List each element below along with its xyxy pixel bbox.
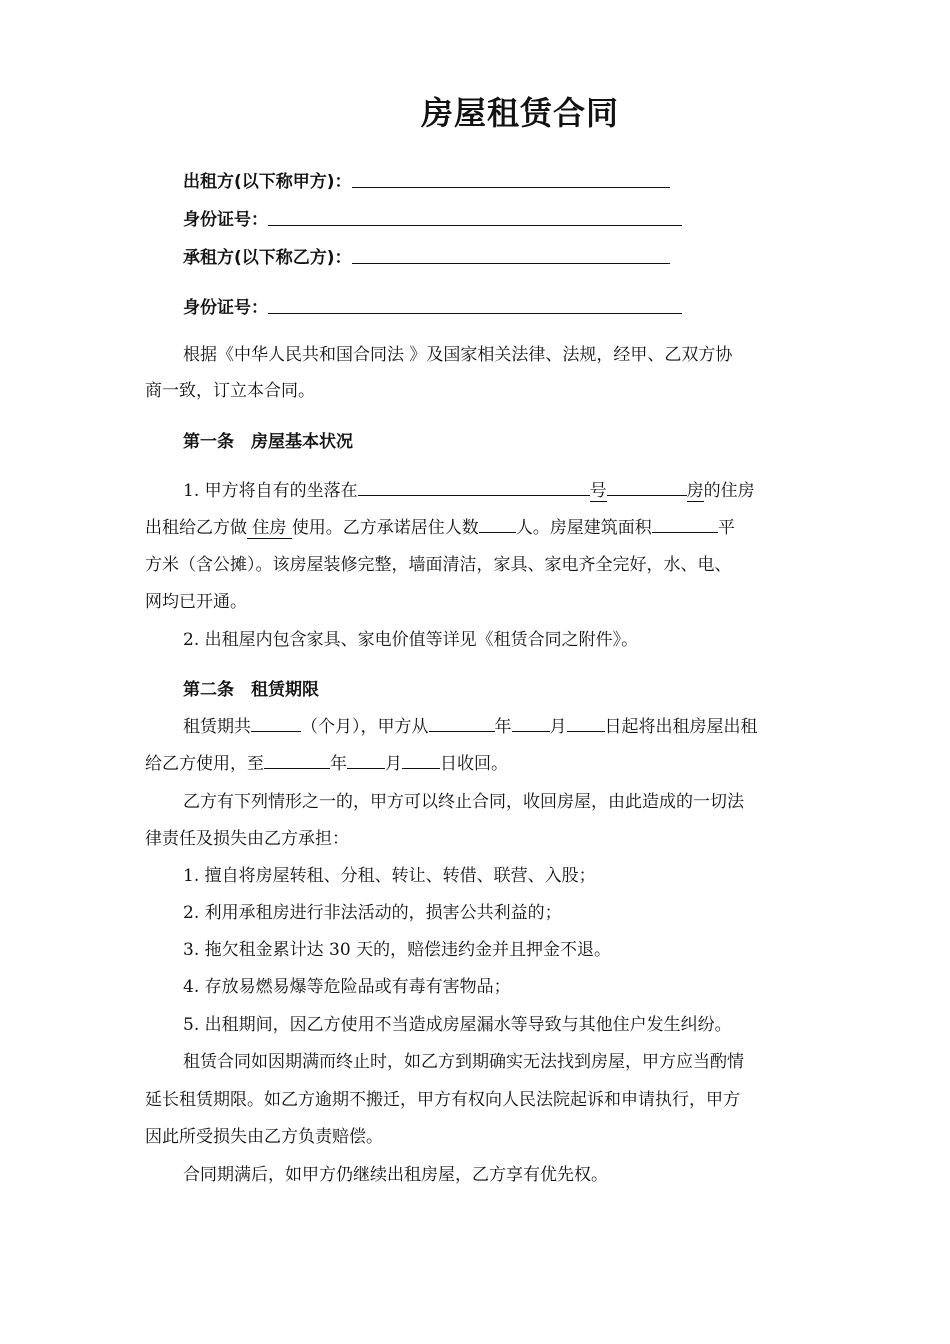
lessor-id-field	[183, 200, 682, 230]
room-label: 房	[686, 481, 704, 501]
text-segment: 年	[330, 754, 347, 774]
text-segment: 出租给乙方做	[145, 518, 247, 538]
lessee-blank[interactable]	[352, 262, 670, 264]
text-segment: 日起将出租房屋出租	[604, 717, 758, 737]
expiry-line-3: 因此所受损失由乙方负责赔偿。	[145, 1127, 383, 1147]
termination-item: 5. 出租期间，因乙方使用不当造成房屋漏水等导致与其他住户发生纠纷。	[183, 1015, 732, 1035]
area-blank[interactable]	[652, 512, 718, 533]
termination-item: 3. 拖欠租金累计达 30 天的，赔偿违约金并且押金不退。	[183, 940, 612, 960]
occupants-blank[interactable]	[479, 512, 516, 533]
lessor-id-blank[interactable]	[268, 224, 682, 226]
article1-line-4: 网均已开通。	[145, 592, 247, 612]
start-day-blank[interactable]	[567, 711, 605, 732]
address-blank[interactable]	[358, 475, 590, 496]
termination-line-2: 律责任及损失由乙方承担：	[145, 829, 349, 849]
lessee-field	[183, 238, 670, 268]
article1-line-3: 方米（含公摊）。该房屋装修完整，墙面清洁，家具、家电齐全完好，水、电、	[145, 555, 732, 575]
text-segment: 月	[385, 754, 402, 774]
expiry-line-2: 延长租赁期限。如乙方逾期不搬迁，甲方有权向人民法院起诉和申请执行，甲方	[145, 1090, 740, 1110]
room-blank[interactable]	[607, 475, 687, 496]
text-segment: 年	[494, 717, 512, 737]
termination-item: 1. 擅自将房屋转租、分租、转让、转借、联营、入股；	[183, 866, 596, 886]
text-segment: 日收回。	[440, 754, 508, 774]
text-segment: 1. 甲方将自有的坐落在	[183, 481, 358, 501]
article1-heading: 第一条 房屋基本状况	[183, 432, 353, 452]
use-text: 住房	[252, 518, 287, 538]
lessor-id-label: 身份证号：	[183, 210, 268, 230]
lessee-id-field	[183, 288, 682, 318]
termination-item: 4. 存放易燃易爆等危险品或有毒有害物品；	[183, 977, 511, 997]
end-day-blank[interactable]	[402, 748, 440, 769]
article1-item-2: 2. 出租屋内包含家具、家电价值等详见《租赁合同之附件》。	[183, 630, 639, 650]
text-segment: 给乙方使用，至	[145, 754, 264, 774]
end-month-blank[interactable]	[347, 748, 385, 769]
text-segment: 月	[549, 717, 567, 737]
text-segment: 的住房	[703, 481, 755, 501]
intro-line-1: 根据《中华人民共和国合同法 》及国家相关法律、法规，经甲、乙双方协	[183, 345, 733, 365]
article2-line-1	[183, 709, 848, 746]
lessee-id-label: 身份证号：	[183, 298, 268, 318]
lessor-label: 出租方(以下称甲方)：	[183, 172, 352, 192]
number-label: 号	[589, 481, 607, 501]
start-year-blank[interactable]	[429, 711, 495, 732]
text-segment: 使用。乙方承诺居住人数	[291, 518, 479, 538]
intro-line-2: 商一致，订立本合同。	[145, 381, 315, 401]
article1-line-2	[145, 510, 810, 547]
lessee-label: 承租方(以下称乙方)：	[183, 248, 352, 268]
expiry-line-1: 租赁合同如因期满而终止时，如乙方到期确实无法找到房屋，甲方应当酌情	[183, 1052, 744, 1072]
lessee-id-blank[interactable]	[268, 312, 682, 314]
text-segment: 平	[717, 518, 735, 538]
article2-heading: 第二条 租赁期限	[183, 680, 319, 700]
termination-item: 2. 利用承租房进行非法活动的，损害公共利益的；	[183, 903, 562, 923]
text-segment: 租赁期共	[183, 717, 251, 737]
use-value[interactable]	[247, 518, 292, 539]
start-month-blank[interactable]	[512, 711, 550, 732]
months-blank[interactable]	[251, 711, 301, 732]
end-year-blank[interactable]	[264, 748, 330, 769]
article2-line-2	[145, 746, 810, 783]
article1-line-1	[183, 473, 848, 510]
priority-line: 合同期满后，如甲方仍继续出租房屋，乙方享有优先权。	[183, 1165, 608, 1185]
lessor-field	[183, 162, 670, 192]
document-title: 房屋租赁合同	[420, 94, 619, 132]
lessor-blank[interactable]	[352, 186, 670, 188]
text-segment: （个月），甲方从	[301, 717, 429, 737]
text-segment: 人。房屋建筑面积	[515, 518, 652, 538]
termination-line-1: 乙方有下列情形之一的，甲方可以终止合同，收回房屋，由此造成的一切法	[183, 792, 744, 812]
